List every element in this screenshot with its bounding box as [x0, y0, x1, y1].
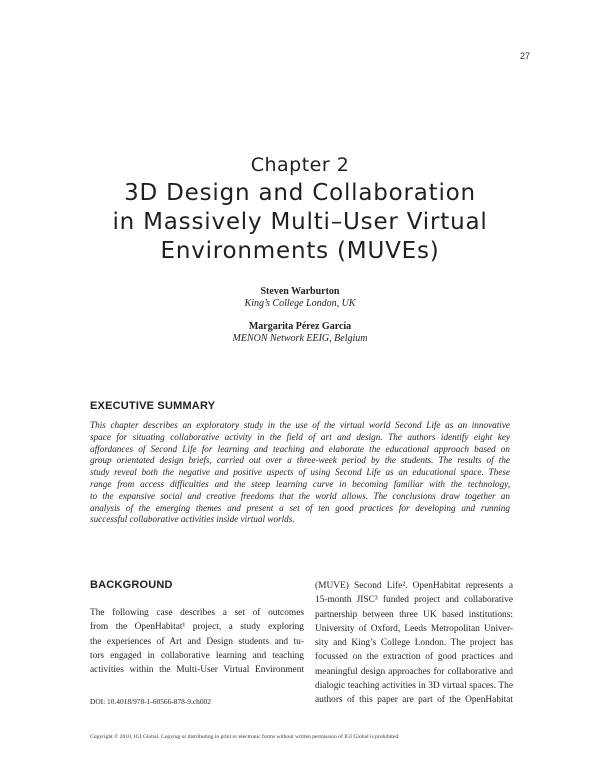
body-line: the experiences of Art and Design students and tu- — [90, 636, 304, 647]
abstract-line: analysis of the emerging themes and present a set of ten good practices for developing and running — [90, 502, 510, 513]
executive-summary-text — [90, 420, 510, 526]
body-line: focussed on the extraction of good practices and — [315, 652, 513, 663]
body-line: (MUVE) Second Life². OpenHabitat represents a — [315, 581, 513, 591]
author-block — [0, 286, 600, 310]
body-line: activities within the Multi-User Virtual Environment — [90, 665, 304, 676]
body-line: dialogic teaching activities in 3D virtual spaces. The — [315, 681, 513, 692]
background-right-column — [315, 579, 513, 708]
abstract-line: affordances of Second Life for learning and teaching and elaborate the educational approach based on — [90, 443, 510, 454]
title-line: in Massively Multi–User Virtual — [112, 209, 488, 235]
author-block — [0, 321, 600, 345]
body-line: from the OpenHabitat¹ project, a study exploring — [90, 622, 304, 633]
author-affiliation: King’s College London, UK — [244, 298, 356, 309]
abstract-line: to the expansive social and creative freedoms that the world allows. The conclusions draw together an — [90, 490, 510, 501]
executive-summary-heading: EXECUTIVE SUMMARY — [90, 400, 216, 412]
background-heading: BACKGROUND — [90, 579, 173, 591]
background-left-column — [90, 606, 304, 677]
author-name: Steven Warburton — [260, 286, 340, 297]
body-line: University of Oxford, Leeds Metropolitan Univer- — [315, 623, 513, 634]
abstract-line: study reveal both the negative and positive aspects of using Second Life as an educational space. These — [90, 467, 510, 478]
chapter-label: Chapter 2 — [250, 154, 350, 176]
abstract-line: group orientated design briefs, carried out over a three-week period by the students. The results of the — [90, 455, 510, 466]
body-line: The following case describes a set of outcomes — [90, 608, 304, 618]
author-name: Margarita Pérez García — [248, 321, 352, 332]
abstract-line: This chapter describes an exploratory study in the use of the virtual world Second Life as an innovative — [90, 420, 510, 430]
doi-footnote: DOI: 10.4018/978-1-60566-878-9.ch002 — [90, 697, 211, 706]
abstract-line: space for situating collaborative activity in the field of art and design. The authors identify eight key — [90, 431, 510, 442]
body-line: authors of this paper are part of the OpenHabitat — [315, 695, 513, 706]
body-line: 15-month JISC³ funded project and collaborative — [315, 595, 513, 606]
body-line: partnership between three UK based institutions: — [315, 609, 513, 620]
title-line: Environments (MUVEs) — [160, 238, 440, 264]
body-line: meaningful design approaches for collaborative and — [315, 666, 513, 677]
title-line: 3D Design and Collaboration — [124, 180, 476, 206]
abstract-line: range from access difficulties and the steep learning curve in becoming familiar with the technology, — [90, 478, 510, 489]
copyright-notice: Copyright © 2010, IGI Global. Copying or distributing in print or electronic forms without written permission of IGI Global is prohibited. — [90, 734, 400, 740]
chapter-title — [40, 179, 560, 266]
abstract-line: successful collaborative activities inside virtual worlds. — [90, 514, 295, 525]
page-number: 27 — [519, 51, 530, 61]
body-line: tors engaged in collaborative learning and teaching — [90, 650, 304, 661]
body-line: sity and King’s College London. The project has — [315, 638, 513, 649]
author-affiliation: MENON Network EEIG, Belgium — [232, 333, 368, 344]
